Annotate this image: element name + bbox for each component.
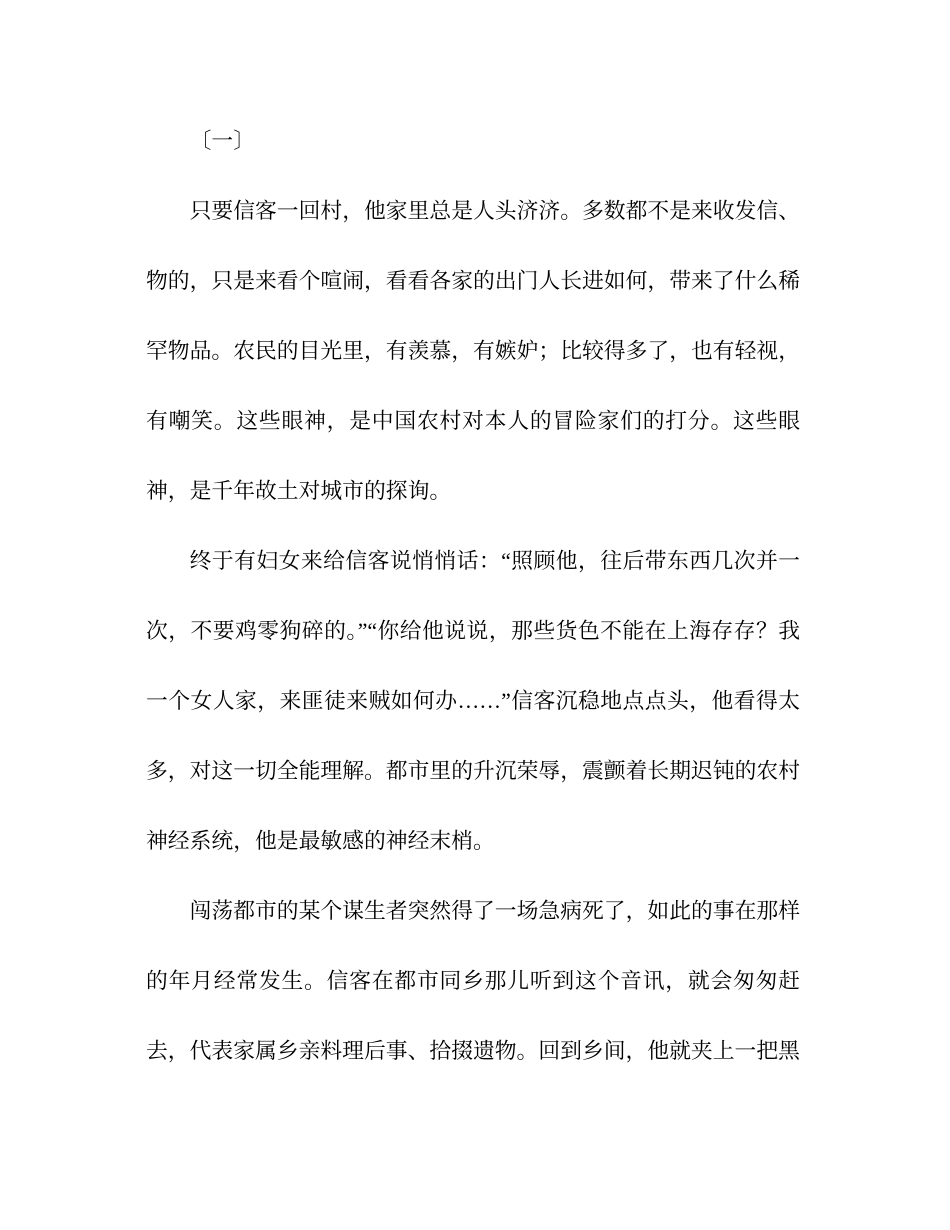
paragraph: 终于有妇女来给信客说悄悄话：“照顾他，往后带东西几次并一次，不要鸡零狗碎的。”“你给他说说，那些货色不能在上海存存？我一个女人家，来匪徒来贼如何办……”信客沉稳地点点头，他看得太多，对这一切全能理解。都市里的升沉荣辱，震颤着长期迟钝的农村神经系统，他是最敏感的神经末梢。	[146, 549, 800, 853]
section-heading: 〔一〕	[189, 129, 255, 153]
paragraph: 只要信客一回村，他家里总是人头济济。多数都不是来收发信、物的，只是来看个喧闹，看看各家的出门人长进如何，带来了什么稀罕物品。农民的目光里，有羡慕，有嫉妒；比较得多了，也有轻视，有嘲笑。这些眼神，是中国农村对本人的冒险家们的打分。这些眼神，是千年故土对城市的探询。	[146, 199, 800, 503]
document-body	[146, 176, 800, 1086]
paragraph: 闯荡都市的某个谋生者突然得了一场急病死了，如此的事在那样的年月经常发生。信客在都市同乡那儿听到这个音讯，就会匆匆赶去，代表家属乡亲料理后事、拾掇遗物。回到乡间，他就夹上一把黑	[146, 899, 800, 1063]
